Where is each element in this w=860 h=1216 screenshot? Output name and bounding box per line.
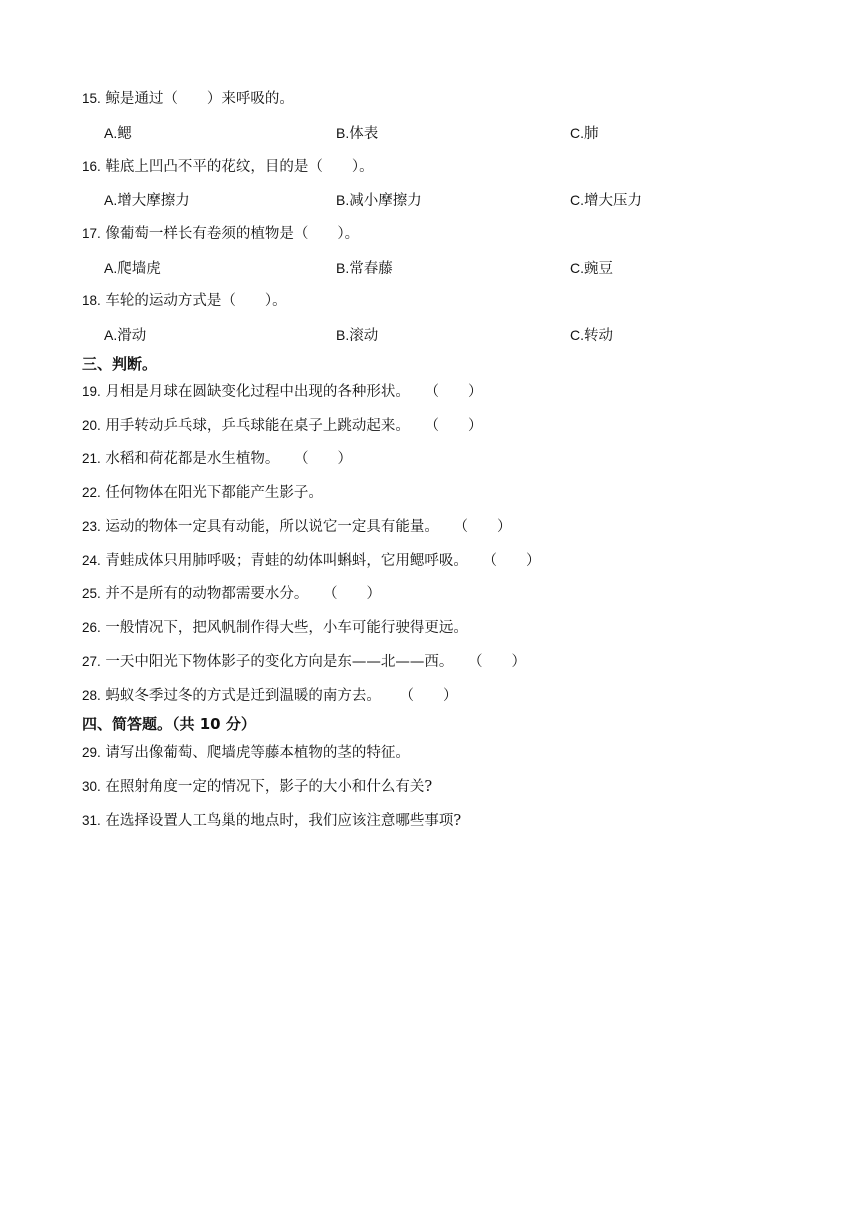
option-text: 增大压力 bbox=[584, 193, 642, 209]
option-text: 转动 bbox=[584, 328, 613, 344]
option-a bbox=[104, 324, 146, 346]
question-19 bbox=[82, 381, 483, 403]
question-number: 25. bbox=[82, 586, 101, 601]
question-number: 30. bbox=[82, 779, 101, 794]
question-23 bbox=[82, 516, 512, 538]
option-text: 增大摩擦力 bbox=[117, 193, 190, 209]
option-letter: C. bbox=[570, 260, 584, 276]
answer-parentheses: （ ） bbox=[424, 418, 483, 434]
question-number: 21. bbox=[82, 451, 101, 466]
option-text: 减小摩擦力 bbox=[349, 193, 422, 209]
option-b bbox=[336, 189, 422, 211]
option-letter: A. bbox=[104, 125, 118, 141]
question-24 bbox=[82, 550, 541, 572]
section-heading-judge: 三、判断。 bbox=[82, 355, 158, 373]
question-text: 运动的物体一定具有动能，所以说它一定具有能量。 bbox=[105, 519, 439, 535]
question-number: 15. bbox=[82, 91, 101, 106]
answer-parentheses: （ ） bbox=[323, 586, 381, 602]
question-number: 17. bbox=[82, 226, 101, 241]
question-number: 26. bbox=[82, 620, 101, 635]
question-stem: 车轮的运动方式是（ ）。 bbox=[105, 293, 287, 309]
question-text: 任何物体在阳光下都能产生影子。 bbox=[105, 485, 323, 501]
option-text: 爬墙虎 bbox=[117, 261, 161, 277]
question-number: 16. bbox=[82, 159, 101, 174]
question-20 bbox=[82, 415, 483, 437]
option-text: 鳃 bbox=[117, 126, 132, 142]
question-29 bbox=[82, 742, 410, 764]
question-text: 请写出像葡萄、爬墙虎等藤本植物的茎的特征。 bbox=[105, 745, 410, 761]
question-18 bbox=[82, 290, 287, 312]
question-number: 27. bbox=[82, 654, 101, 669]
question-text: 蚂蚁冬季过冬的方式是迁到温暖的南方去。 bbox=[105, 688, 381, 704]
question-26 bbox=[82, 617, 473, 639]
question-number: 29. bbox=[82, 745, 101, 760]
answer-parentheses: （ ） bbox=[424, 384, 483, 400]
option-text: 滑动 bbox=[117, 328, 147, 344]
option-letter: B. bbox=[336, 192, 350, 208]
option-text: 常春藤 bbox=[349, 261, 393, 277]
option-c bbox=[570, 257, 613, 279]
question-number: 31. bbox=[82, 813, 101, 828]
answer-parentheses: （ ） bbox=[453, 519, 512, 535]
question-16 bbox=[82, 156, 374, 178]
option-c bbox=[570, 189, 642, 211]
question-text: 青蛙成体只用肺呼吸；青蛙的幼体叫蝌蚪，它用鳃呼吸。 bbox=[105, 553, 468, 569]
question-number: 20. bbox=[82, 418, 101, 433]
question-stem: 像葡萄一样长有卷须的植物是（ ）。 bbox=[105, 226, 360, 242]
question-28 bbox=[82, 685, 458, 707]
question-15 bbox=[82, 88, 294, 110]
question-text: 一般情况下，把风帆制作得大些，小车可能行驶得更远。 bbox=[105, 620, 468, 636]
option-b bbox=[336, 324, 378, 346]
question-number: 18. bbox=[82, 293, 101, 308]
question-number: 24. bbox=[82, 553, 101, 568]
option-text: 滚动 bbox=[349, 328, 379, 344]
answer-parentheses: （ ） bbox=[468, 654, 526, 670]
option-text: 体表 bbox=[349, 126, 379, 142]
question-text: 水稻和荷花都是水生植物。 bbox=[105, 451, 280, 467]
question-31 bbox=[82, 810, 461, 832]
question-number: 23. bbox=[82, 519, 101, 534]
question-text: 在照射角度一定的情况下，影子的大小和什么有关? bbox=[105, 779, 433, 795]
option-text: 肺 bbox=[584, 126, 599, 142]
option-letter: A. bbox=[104, 192, 118, 208]
question-number: 22. bbox=[82, 485, 101, 500]
option-text: 豌豆 bbox=[584, 261, 613, 277]
option-letter: C. bbox=[570, 125, 584, 141]
question-21 bbox=[82, 448, 352, 470]
question-text: 用手转动乒乓球，乒乓球能在桌子上跳动起来。 bbox=[105, 418, 410, 434]
answer-parentheses: （ ） bbox=[294, 451, 352, 467]
option-letter: C. bbox=[570, 327, 584, 343]
option-letter: A. bbox=[104, 327, 118, 343]
question-text: 并不是所有的动物都需要水分。 bbox=[105, 586, 309, 602]
question-stem: 鞋底上凹凸不平的花纹，目的是（ ）。 bbox=[105, 159, 374, 175]
option-letter: B. bbox=[336, 327, 350, 343]
question-stem: 鲸是通过（ ）来呼吸的。 bbox=[105, 91, 294, 107]
option-c bbox=[570, 122, 599, 144]
question-text: 月相是月球在圆缺变化过程中出现的各种形状。 bbox=[105, 384, 410, 400]
question-number: 19. bbox=[82, 384, 101, 399]
option-a bbox=[104, 257, 161, 279]
question-25 bbox=[82, 583, 381, 605]
option-a bbox=[104, 122, 132, 144]
question-27 bbox=[82, 651, 526, 673]
option-c bbox=[570, 324, 613, 346]
option-letter: A. bbox=[104, 260, 118, 276]
question-text: 一天中阳光下物体影子的变化方向是东——北——西。 bbox=[105, 654, 454, 670]
option-b bbox=[336, 257, 393, 279]
answer-parentheses: （ ） bbox=[482, 553, 541, 569]
answer-parentheses: （ ） bbox=[399, 688, 458, 704]
question-30 bbox=[82, 776, 432, 798]
option-a bbox=[104, 189, 190, 211]
question-22 bbox=[82, 482, 328, 504]
section-heading-short-answer: 四、简答题。（共 10 分） bbox=[82, 715, 256, 733]
option-letter: C. bbox=[570, 192, 584, 208]
question-text: 在选择设置人工鸟巢的地点时，我们应该注意哪些事项? bbox=[105, 813, 462, 829]
question-number: 28. bbox=[82, 688, 101, 703]
option-letter: B. bbox=[336, 125, 350, 141]
option-b bbox=[336, 122, 378, 144]
question-17 bbox=[82, 223, 359, 245]
option-letter: B. bbox=[336, 260, 350, 276]
